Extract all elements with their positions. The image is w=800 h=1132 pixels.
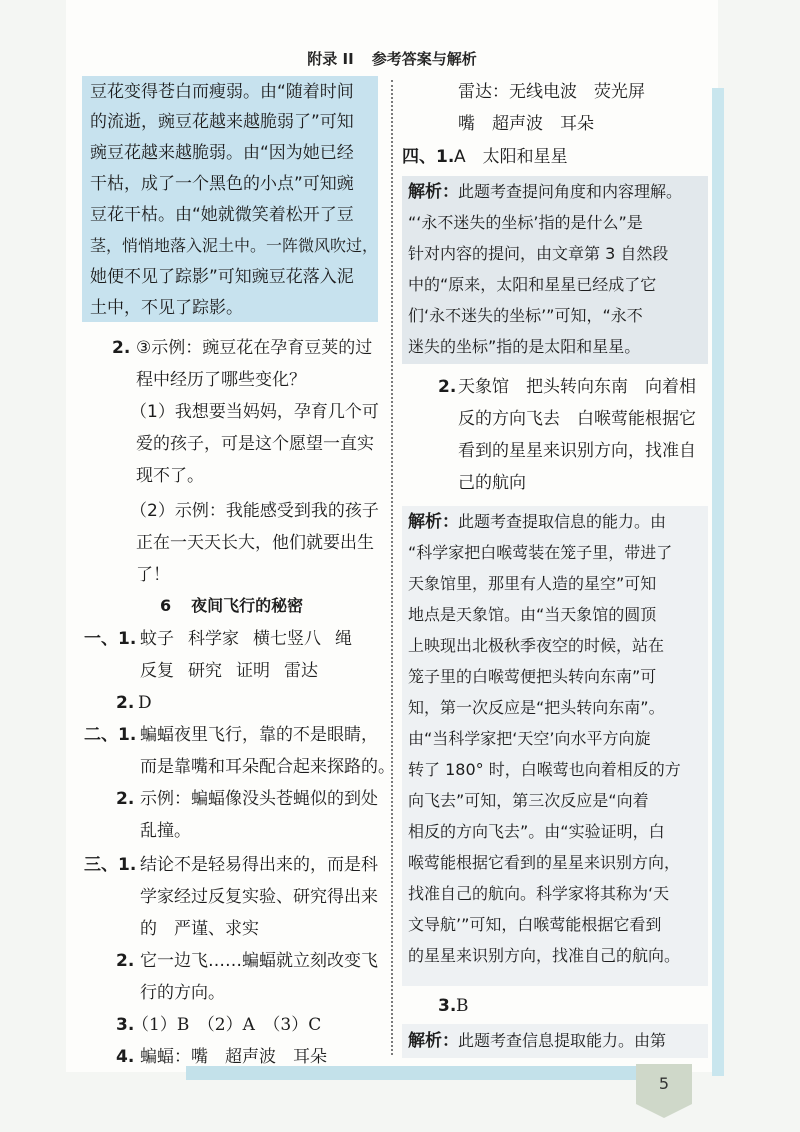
explanation-line: 们‘永不迷失的坐标’”可知，“永不 [408,306,643,325]
word: 证明 [236,661,270,681]
text-line: 豆花干枯。由“她就微笑着松开了豆 [90,205,354,225]
question-number: 3. [438,996,457,1016]
answer-line: 的 严谨、求实 [140,919,259,939]
explanation-label: 解析： [408,182,459,202]
explanation-line: 此题考查信息提取能力。由第 [458,1031,667,1050]
column-divider [391,80,393,1055]
text-line: 豆花变得苍白而瘦弱。由“随着时间 [90,82,354,102]
explanation-line: 向飞去”可知，第三次反应是“向着 [408,791,649,810]
answer-line: 雷达：无线电波 荧光屏 [458,82,645,102]
question-number: 2. [112,338,131,358]
running-header [66,48,718,69]
answer-line: 天象馆 把头转向东南 向着相 [458,377,696,397]
answer-line: 正在一天天长大，他们就要出生 [136,533,374,553]
answer-line: 爱的孩子，可是这个愿望一直实 [136,434,374,454]
page-number-tab [636,1064,692,1104]
explanation-line: 笼子里的白喉莺便把头转向东南”可 [408,667,657,686]
answer-line: A 太阳和星星 [454,147,568,167]
answer-line: 反的方向飞去 白喉莺能根据它 [458,409,696,429]
explanation-line: 相反的方向飞去”。由“实验证明，白 [408,822,665,841]
text-line: 她便不见了踪影”可知豌豆花落入泥 [90,267,354,287]
explanation-line: “‘永不迷失的坐标’指的是什么”是 [408,213,643,232]
explanation-line: 迷失的坐标”指的是太阳和星星。 [408,337,641,356]
word-line [140,657,318,685]
answer-line: 现不了。 [136,466,204,486]
answer-line: 结论不是轻易得出来的，而是科 [140,855,378,875]
answer-line: 示例：蝙蝠像没头苍蝇似的到处 [140,789,378,809]
text-line: 干枯，成了一个黑色的小点”可知豌 [90,174,354,194]
answer-line: 学家经过反复实验、研究得出来 [140,887,378,907]
header-title: 参考答案与解析 [371,50,477,68]
answer-line: （2）示例：我能感受到我的孩子 [130,501,379,521]
word: 研究 [188,661,222,681]
header-appendix: 附录 II [307,50,354,68]
page-number: 5 [658,1074,670,1093]
answer-line: （1）B （2）A （3）C [132,1015,322,1035]
answer-line: 己的航向 [458,473,526,493]
section-title: 夜间飞行的秘密 [191,596,304,615]
question-number: 2. [438,377,457,397]
explanation-line: 地点是天象馆。由“当天象馆的圆顶 [408,605,657,624]
explanation-line: 此题考查提问角度和内容理解。 [458,182,683,201]
explanation-line: “科学家把白喉莺装在笼子里，带进了 [408,543,673,562]
part-label: 二、1. [84,725,137,745]
answer-line: ③示例：豌豆花在孕育豆荚的过 [136,338,373,358]
answer-line: 蝙蝠：嘴 超声波 耳朵 [140,1047,327,1067]
word: 反复 [140,661,174,681]
answer-line: 嘴 超声波 耳朵 [458,114,594,134]
explanation-line: 此题考查提取信息的能力。由 [458,512,667,531]
section-number: 6 [160,596,172,615]
answer-line: 了！ [136,565,170,585]
answer-line: 行的方向。 [140,983,225,1003]
explanation-line: 转了 180° 时，白喉莺也向着相反的方 [408,760,681,779]
question-number: 4. [116,1047,135,1067]
question-number: 2. [116,693,135,713]
word: 横七竖八 [253,629,321,649]
explanation-line: 知，第一次反应是“把头转向东南”。 [408,698,665,717]
explanation-line: 的星星来识别方向，找准自己的航向。 [408,946,681,965]
answer-line: （1）我想要当妈妈，孕育几个可 [130,402,379,422]
explanation-line: 天象馆里，那里有人造的星空”可知 [408,574,657,593]
word: 雷达 [284,661,318,681]
answer-line: D [138,693,152,713]
explanation-line: 由“当科学家把‘天空’向水平方向旋 [408,729,651,748]
explanation-line: 文导航’”可知，白喉莺能根据它看到 [408,915,662,934]
answer-line: 看到的星星来识别方向，找准自 [458,441,696,461]
question-number: 2. [116,951,135,971]
answer-line: 它一边飞……蝙蝠就立刻改变飞 [140,951,378,971]
word-line [140,625,352,653]
part-label: 四、1. [402,147,455,167]
word: 绳 [335,629,352,649]
explanation-line: 找准自己的航向。科学家将其称为‘天 [408,884,670,903]
explanation-line: 上映现出北极秋季夜空的时候，站在 [408,636,665,655]
explanation-label: 解析： [408,1031,459,1051]
answer-line: 蝙蝠夜里飞行，靠的不是眼睛， [140,725,378,745]
question-number: 2. [116,789,135,809]
answer-line: B [456,996,469,1016]
explanation-line: 中的“原来，太阳和星星已经成了它 [408,275,657,294]
section-heading [160,592,303,620]
part-label: 一、1. [84,629,137,649]
question-number: 3. [116,1015,135,1035]
explanation-label: 解析： [408,512,459,532]
word: 科学家 [188,629,239,649]
text-line: 的流逝，豌豆花越来越脆弱了”可知 [90,112,354,132]
word: 蚊子 [140,629,174,649]
right-decor-strip [712,88,724,1076]
answer-line: 而是靠嘴和耳朵配合起来探路的。 [140,757,395,777]
answer-line: 乱撞。 [140,821,191,841]
text-line: 豌豆花越来越脆弱。由“因为她已经 [90,143,354,163]
answer-line: 程中经历了哪些变化？ [136,370,306,390]
text-line: 土中，不见了踪影。 [90,298,243,318]
explanation-line: 喉莺能根据它看到的星星来识别方向， [408,853,681,872]
part-label: 三、1. [84,855,137,875]
text-line: 茎，悄悄地落入泥土中。一阵微风吹过， [90,236,379,255]
explanation-line: 针对内容的提问，由文章第 3 自然段 [408,244,669,263]
